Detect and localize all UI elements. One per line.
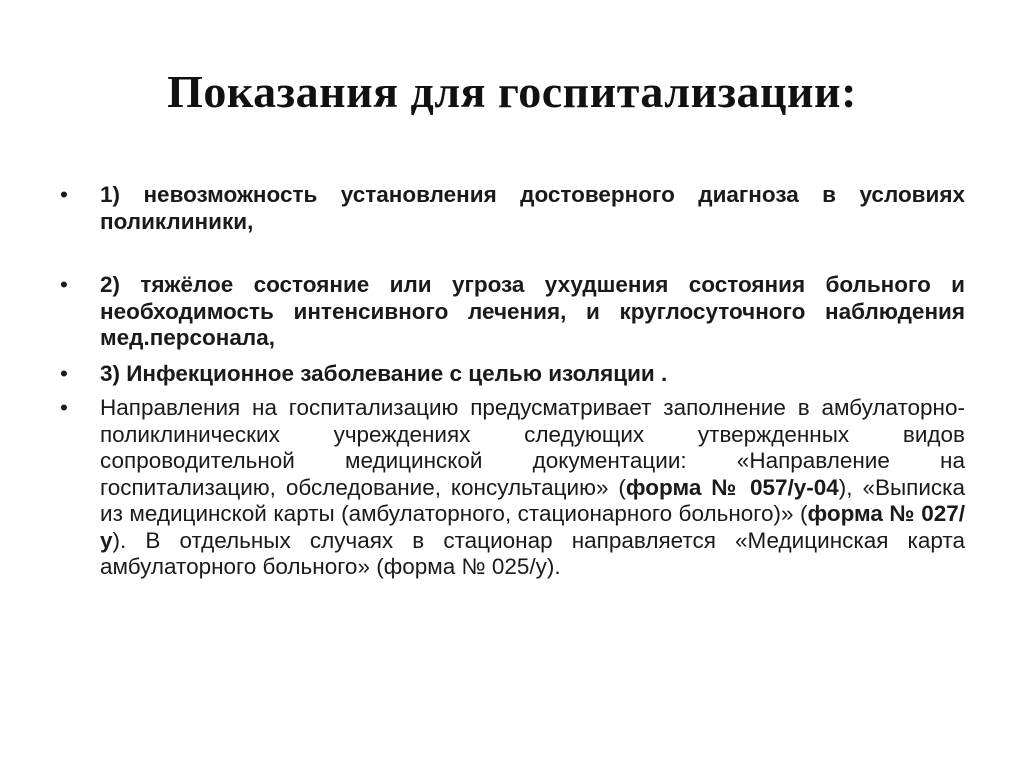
list-item: [60, 361, 965, 388]
bullet-icon: •: [60, 395, 68, 420]
bullet-icon: •: [60, 272, 68, 297]
list-item: [60, 395, 965, 581]
slide-title: Показания для госпитализации:: [167, 66, 857, 117]
form-number: форма № 057/у-04: [625, 474, 839, 500]
list-item-text: 2) тяжёлое состояние или угроза ухудшения состояния больного и необходимость интенсивного лечения, и круглосуточного наблюдения мед.персонала,: [100, 272, 965, 350]
list-item: [60, 272, 965, 352]
list-item-text-part: ), «Выписка из медицинской карты (амбулаторного, стационарного больного)» (: [100, 474, 965, 526]
list-item-text: 1) невозможность установления достоверного диагноза в условиях поликлиники,: [100, 182, 965, 234]
list-item-text: 3) Инфекционное заболевание с целью изоляции .: [100, 360, 668, 386]
bullet-list: [60, 182, 965, 581]
bullet-icon: •: [60, 182, 68, 207]
list-item: [60, 182, 965, 235]
bullet-icon: •: [60, 360, 68, 386]
list-item-text-part: ). В отдельных случаях в стационар направляется «Медицинская карта амбулаторного больного» (форма № 025/у).: [100, 527, 965, 579]
form-number: форма № 027/у: [100, 501, 965, 553]
list-item-text-part: Направления на госпитализацию предусматривает заполнение в амбулаторно-поликлинических учреждениях следующих утвержденных видов сопроводительной медицинской документации: «Направление на госпитализацию, обследование, консультацию» (: [100, 395, 965, 500]
